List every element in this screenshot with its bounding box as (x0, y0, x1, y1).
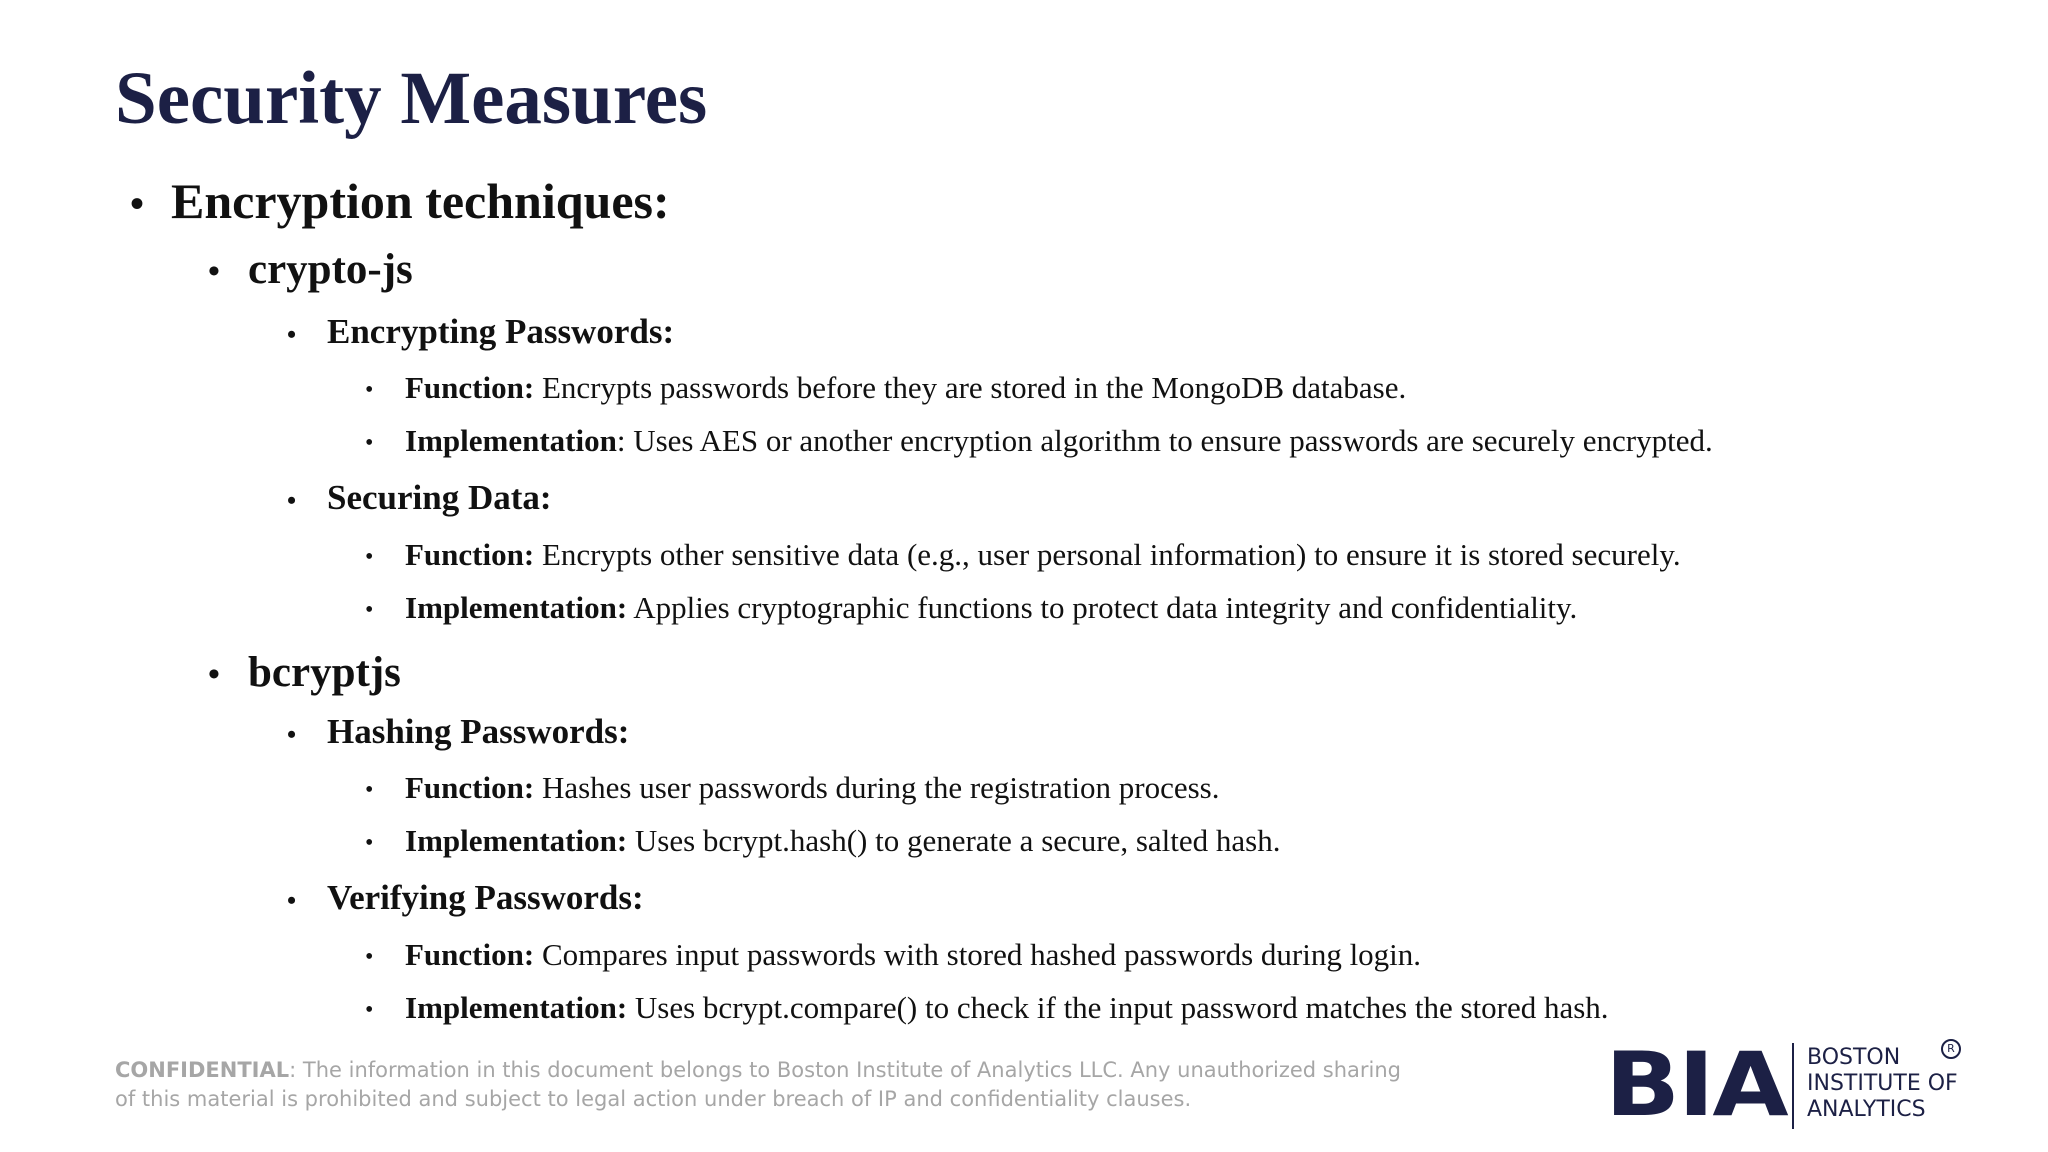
bullet-text: crypto-js (248, 246, 413, 293)
bullet-text: Verifying Passwords: (327, 878, 644, 917)
logo-divider (1792, 1043, 1794, 1129)
bullet-description: Encrypts passwords before they are stored in the MongoDB database. (534, 370, 1407, 405)
logo-line-3: ANALYTICS (1807, 1097, 1926, 1122)
bullet-dot-icon: • (365, 997, 374, 1023)
bullet-dot-icon: • (287, 486, 297, 515)
bullet-text: Hashing Passwords: (327, 712, 630, 751)
bullet-description: : Uses AES or another encryption algorithm to ensure passwords are securely encrypted. (616, 423, 1713, 458)
bullet-description: Applies cryptographic functions to protect data integrity and confidentiality. (627, 590, 1578, 625)
bullet-text (405, 770, 1220, 806)
bullet-dot-icon: • (287, 886, 297, 915)
bullet-label: Implementation: (405, 990, 628, 1025)
bia-logo (1605, 1035, 1965, 1135)
bullet-dot-icon: • (208, 656, 220, 693)
bullet-description: Hashes user passwords during the registration process. (534, 770, 1220, 805)
bullet-text: bcryptjs (248, 649, 401, 696)
bullet-text: Encryption techniques: (171, 173, 670, 229)
bullet-label: Function: (405, 370, 535, 405)
bullet-dot-icon: • (365, 830, 374, 856)
bullet-dot-icon: • (365, 430, 374, 456)
bullet-dot-icon: • (365, 544, 374, 570)
bullet-description: Uses bcrypt.hash() to generate a secure, salted hash. (627, 823, 1281, 858)
logo-wordmark (1807, 1045, 1958, 1123)
bullet-dot-icon: • (287, 720, 297, 749)
bullet-text (405, 590, 1577, 626)
bullet-label: Function: (405, 770, 535, 805)
logo-mark: BIA (1605, 1033, 1787, 1136)
confidential-label: CONFIDENTIAL (115, 1058, 290, 1082)
bullet-description: Uses bcrypt.compare() to check if the input password matches the stored hash. (627, 990, 1609, 1025)
bullet-dot-icon: • (365, 777, 374, 803)
bullet-label: Function: (405, 937, 535, 972)
bullet-description: Encrypts other sensitive data (e.g., user personal information) to ensure it is stored securely. (534, 537, 1681, 572)
bullet-dot-icon: • (365, 944, 374, 970)
bullet-text (405, 990, 1609, 1026)
logo-line-1: BOSTON (1807, 1045, 1901, 1070)
confidential-text: : The information in this document belongs to Boston Institute of Analytics LLC. Any unauthorized sharing of this material is prohibited and subject to legal action under breach of IP and confidentiality clauses. (115, 1058, 1401, 1111)
bullet-label: Implementation: (405, 823, 628, 858)
bullet-text (405, 823, 1281, 859)
bullet-label: Function: (405, 537, 535, 572)
bullet-text (405, 423, 1713, 459)
bullet-text (405, 370, 1406, 406)
bullet-text: Encrypting Passwords: (327, 312, 675, 351)
slide-title: Security Measures (115, 57, 708, 140)
bullet-dot-icon: • (365, 377, 374, 403)
bullet-dot-icon: • (130, 181, 145, 226)
bullet-text: Securing Data: (327, 478, 552, 517)
logo-line-2: INSTITUTE OF (1807, 1071, 1958, 1096)
bullet-text (405, 937, 1421, 973)
bullet-dot-icon: • (365, 597, 374, 623)
bullet-label: Implementation (405, 423, 617, 458)
confidential-notice (115, 1056, 1415, 1114)
bullet-dot-icon: • (287, 320, 297, 349)
bullet-dot-icon: • (208, 253, 220, 290)
registered-mark-icon: R (1941, 1039, 1961, 1059)
bullet-text (405, 537, 1681, 573)
bullet-description: Compares input passwords with stored hashed passwords during login. (534, 937, 1422, 972)
bullet-label: Implementation: (405, 590, 628, 625)
